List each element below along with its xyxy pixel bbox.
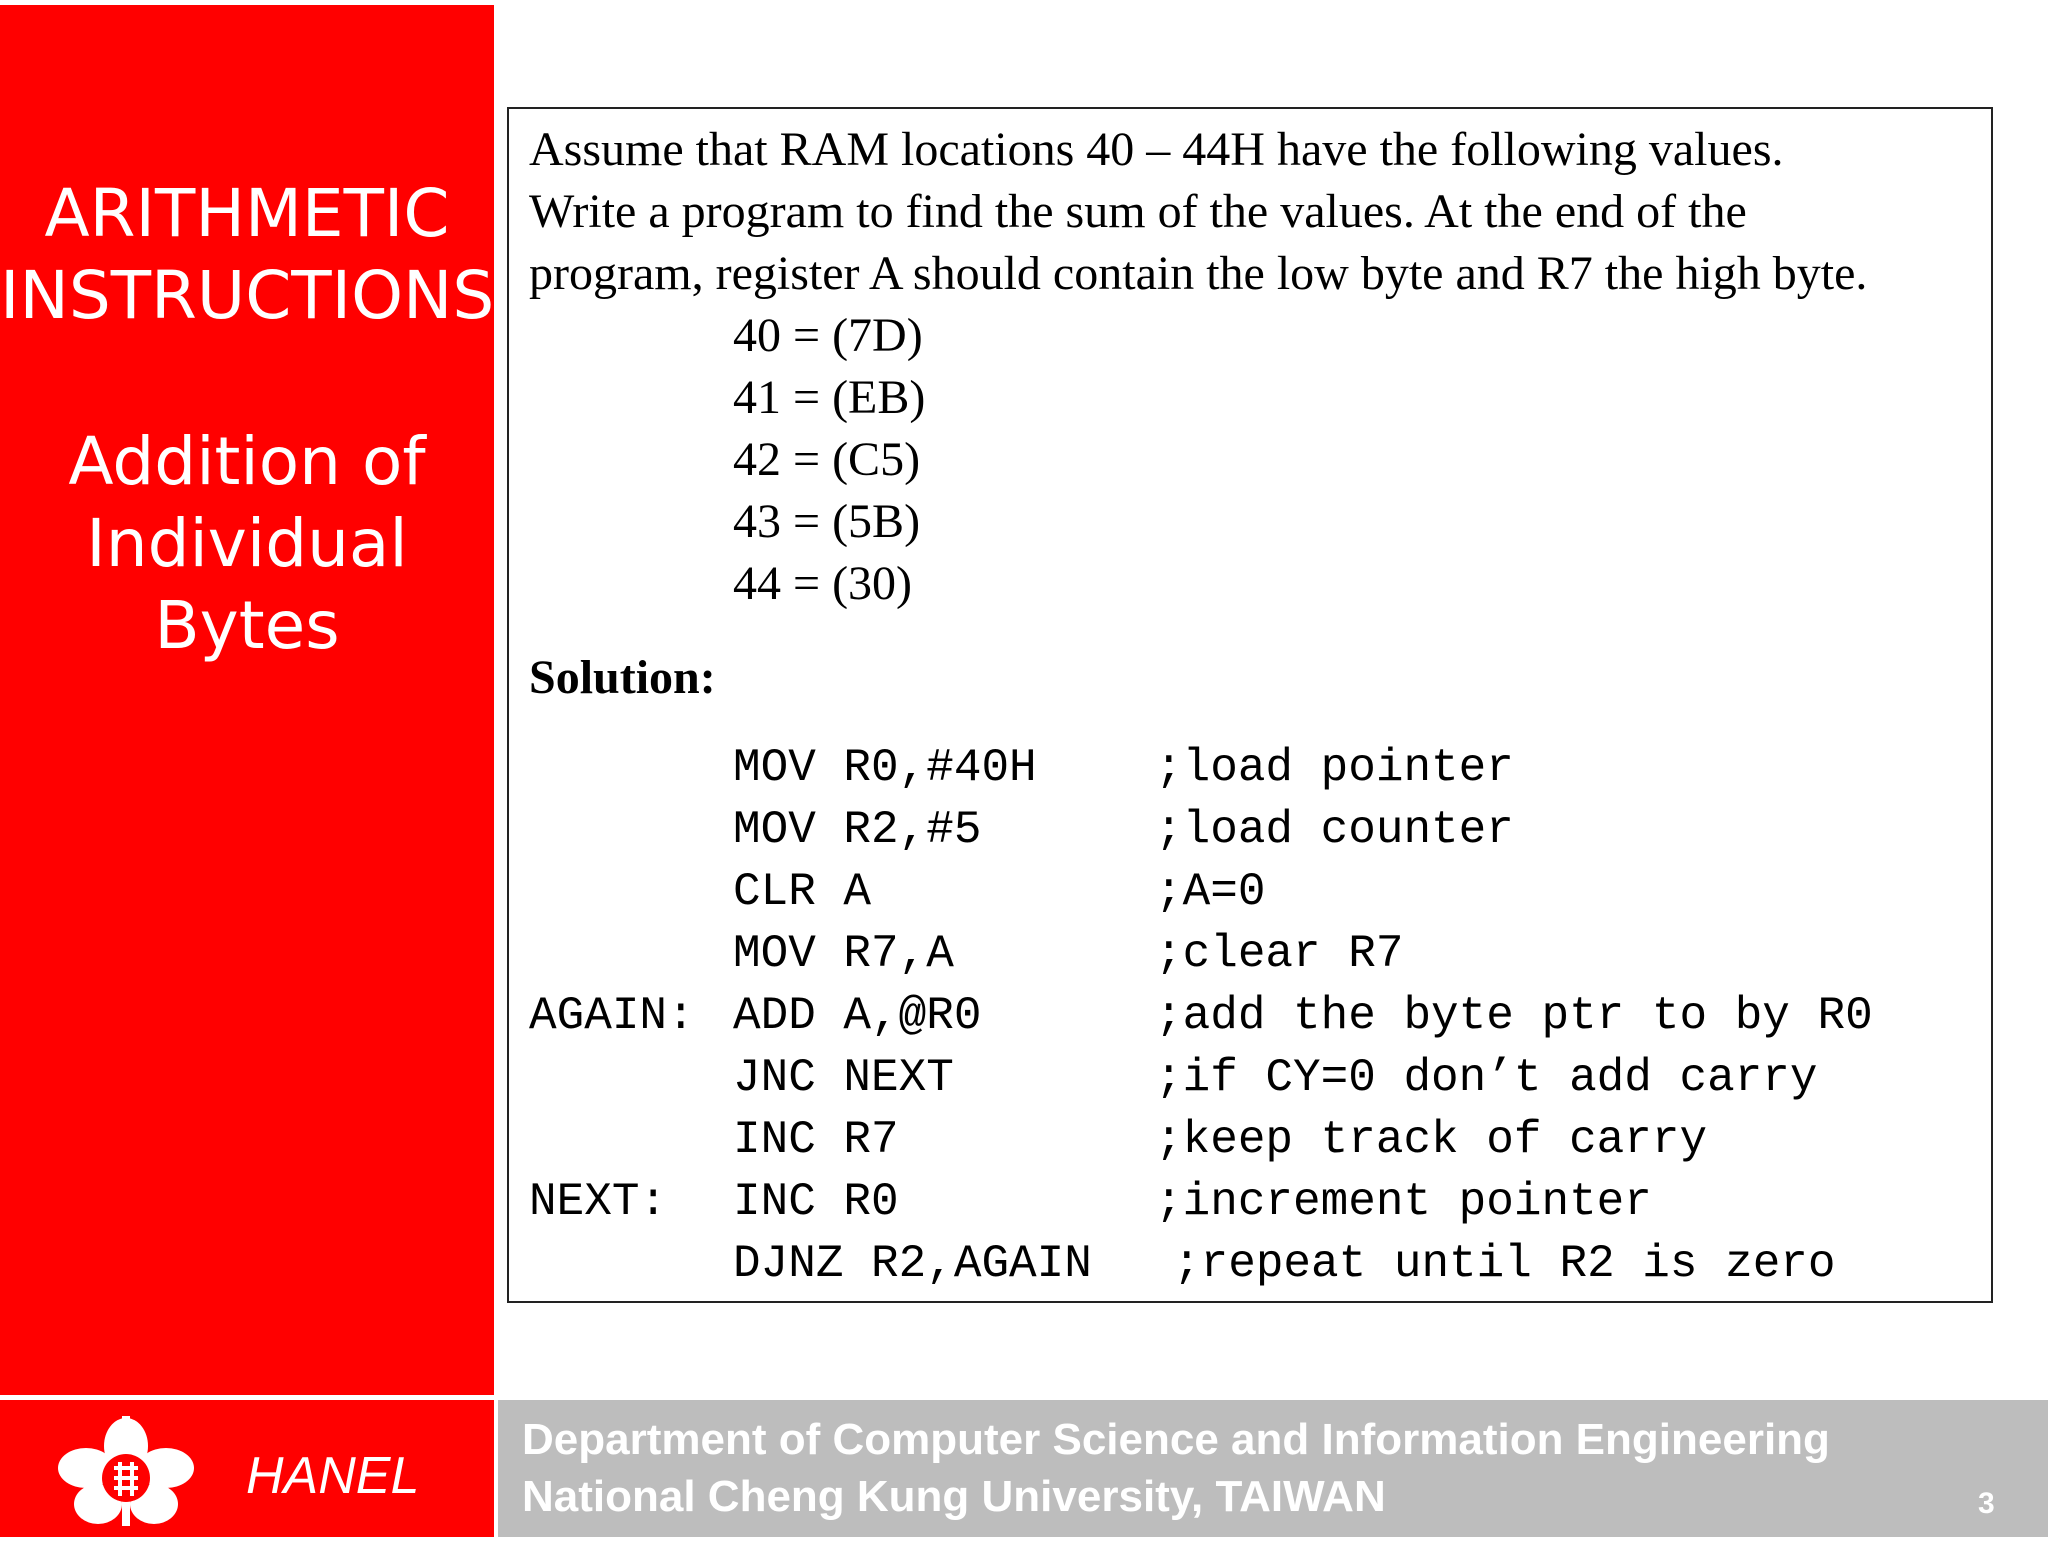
section-subtitle-line: Bytes	[154, 587, 340, 664]
code-line	[529, 1047, 1818, 1109]
code-instruction: DJNZ R2,AGAIN	[733, 1238, 1092, 1290]
code-comment: ;if CY=0 don’t add carry	[1155, 1052, 1818, 1104]
code-label: NEXT:	[529, 1176, 668, 1228]
code-instruction: CLR A	[733, 866, 872, 918]
ram-value-line: 42 = (C5)	[733, 433, 921, 486]
section-subtitle-line: Individual	[86, 505, 408, 582]
code-label: AGAIN:	[529, 990, 695, 1042]
code-line	[529, 1233, 1836, 1295]
ram-value-line: 43 = (5B)	[733, 495, 921, 548]
code-instruction: INC R0	[733, 1176, 899, 1228]
code-line	[529, 1171, 1652, 1233]
code-comment: ;load pointer	[1155, 742, 1514, 794]
code-instruction: MOV R2,#5	[733, 804, 982, 856]
example-box	[507, 107, 1993, 1303]
page-number: 3	[1978, 1487, 1995, 1520]
code-line	[529, 861, 1266, 923]
author-name: HANEL	[246, 1447, 420, 1505]
code-instruction: MOV R0,#40H	[733, 742, 1037, 794]
sidebar	[0, 5, 494, 1395]
department-name: Department of Computer Science and Information Engineering	[522, 1415, 1830, 1464]
university-name: National Cheng Kung University, TAIWAN	[522, 1472, 1386, 1521]
code-comment: ;repeat until R2 is zero	[1173, 1238, 1836, 1290]
code-line	[529, 985, 1873, 1047]
code-comment: ;A=0	[1155, 866, 1266, 918]
code-comment: ;load counter	[1155, 804, 1514, 856]
code-comment: ;clear R7	[1155, 928, 1404, 980]
code-instruction: ADD A,@R0	[733, 990, 982, 1042]
section-title-line: INSTRUCTIONS	[0, 257, 495, 334]
code-line	[529, 737, 1514, 799]
code-instruction: JNC NEXT	[733, 1052, 954, 1104]
code-line	[529, 799, 1514, 861]
code-line	[529, 1109, 1708, 1171]
problem-statement-line: Write a program to find the sum of the values. At the end of the	[529, 185, 1747, 238]
ram-value-line: 40 = (7D)	[733, 309, 923, 362]
code-comment: ;keep track of carry	[1155, 1114, 1708, 1166]
problem-statement-line: Assume that RAM locations 40 – 44H have the following values.	[529, 123, 1784, 176]
problem-statement-line: program, register A should contain the low byte and R7 the high byte.	[529, 247, 1868, 300]
code-instruction: INC R7	[733, 1114, 899, 1166]
code-line	[529, 923, 1404, 985]
section-subtitle-line: Addition of	[68, 423, 426, 500]
ram-value-line: 44 = (30)	[733, 557, 913, 610]
solution-label: Solution:	[529, 651, 716, 704]
ram-value-line: 41 = (EB)	[733, 371, 926, 424]
university-logo-icon	[56, 1412, 196, 1530]
section-title-line: ARITHMETIC	[44, 175, 450, 252]
section-title	[0, 173, 494, 337]
section-subtitle	[0, 421, 494, 667]
code-comment: ;increment pointer	[1155, 1176, 1652, 1228]
code-instruction: MOV R7,A	[733, 928, 954, 980]
code-comment: ;add the byte ptr to by R0	[1155, 990, 1873, 1042]
